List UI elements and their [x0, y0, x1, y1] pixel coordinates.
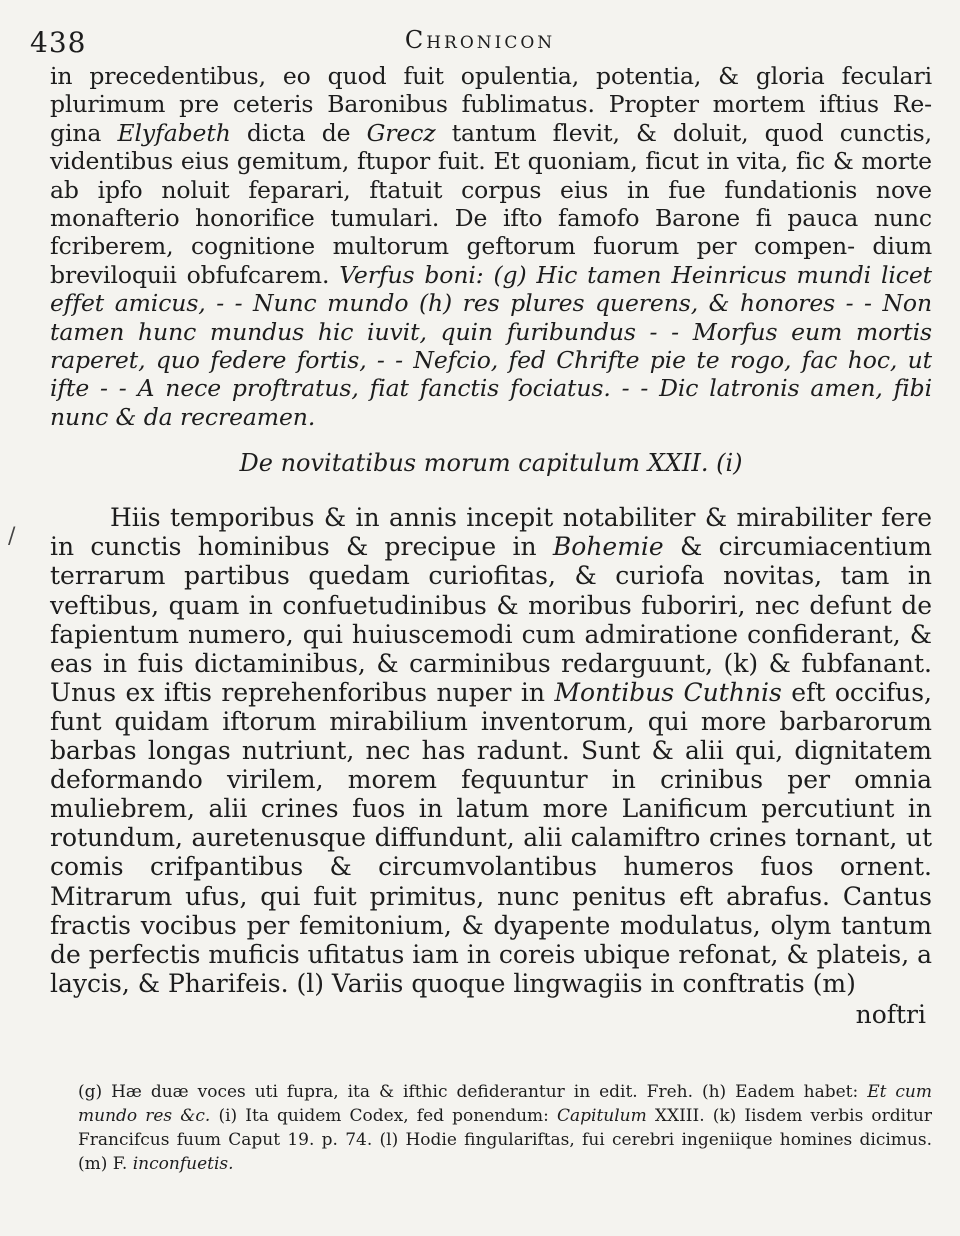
text-run: & circumiacentium terrarum partibus quedam curiofitas, & curiofa novitas, tam in veftibus, quam in confuetudinibus & moribus fuboriri, nec defunt de fapientum numero, qui huiuscemodi cum admiratione confiderant, & eas in fuis dictaminibus, & carminibus redarguunt, (k) & fubfanant. Unus ex iftis reprehenforibus nuper in: [50, 532, 932, 707]
line-part: tantum flevit, & doluit, quod cunctis,: [435, 118, 932, 147]
footnote-text: XXIII. (k) Iisdem verbis orditur Francifcus fuum Caput 19. p. 74. (l) Hodie fingulariftas, fui cerebri ingeniique homines dicimus. (m) F.: [78, 1106, 932, 1174]
footnote-italic: Capitulum: [557, 1106, 647, 1126]
text-run: eft occifus, funt quidam iftorum mirabilium inventorum, qui more barbarorum barbas longas nutriunt, nec has radunt. Sunt & alii qui, dignitatem deformando virilem, morem fequuntur in crinibus per omnia muliebrem, alii crines fuos in latum more Lanificum percutiunt in rotundum, auretenusque diffundunt, alii calamiftro crines tornant, ut comis crifpantibus & circumvolantibus humeros fuos ornent. Mitrarum ufus, qui fuit primitus, nunc penitus eft abrafus. Cantus fractis vocibus per femitonium, & dyapente modulatus, olym tantum de perfectis muficis ufitatus iam in coreis ubique refonat, & plateis, a laycis, & Pharifeis. (l) Variis quoque lingwagiis in conftratis (m): [50, 677, 933, 998]
name-bohemie: Bohemie: [552, 532, 664, 562]
running-head: Chronicon: [404, 26, 556, 54]
line: videntibus eius gemitum, ftupor fuit. Et quoniam, ficut in vita, fic: [50, 147, 826, 176]
paragraph-chapter-22: [50, 503, 932, 998]
footnote-italic: Et cum mundo res &c.: [78, 1082, 932, 1126]
name-grecz: Grecz: [366, 118, 436, 147]
text-run: Hiis temporibus & in annis incepit notabiliter & mirabiliter fere in cunctis hominibus & precipue in: [50, 503, 932, 562]
line: nunc fcriberem, cognitione multorum geftorum fuorum per compen-: [50, 204, 932, 261]
footnote-text: (i) Ita quidem Codex, fed ponendum:: [210, 1106, 557, 1126]
line: plurimum pre ceteris Baronibus fublimatus. Propter mortem iftius Re-: [50, 90, 932, 119]
chapter-heading: De novitatibus morum capitulum XXII. (i): [239, 449, 743, 478]
name-montibus-cuthnis: Montibus Cuthnis: [554, 677, 782, 707]
margin-slash-mark: /: [8, 524, 16, 549]
line: gina: [50, 118, 118, 147]
line: dium breviloquii obfufcarem.: [50, 232, 932, 289]
page-header: [30, 20, 930, 64]
footnotes: [78, 1080, 932, 1176]
line-part: dicta de: [230, 118, 367, 147]
catchword: noftri: [855, 999, 926, 1029]
main-text: [50, 62, 932, 1029]
verse-epitaph: Verfus boni: (g) Hic tamen Heinricus mundi licet effet amicus, - - Nunc mundo (h) res plures querens, & honores - - Non tamen hunc mundus hic iuvit, quin furibundus - - Morfus eum mortis raperet, quo federe fortis, - - Nefcio, fed Chrifte pie te rogo, fac hoc, ut ifte - - A nece proftratus, fiat fanctis fociatus. - - Dic latronis amen, fibi nunc & da recreamen.: [50, 260, 932, 431]
name-elyfabeth: Elyfabeth: [117, 118, 231, 147]
footnote-italic: inconfuetis.: [132, 1154, 234, 1174]
line: nove monafterio honorifice tumulari. De ifto famofo Barone fi pauca: [50, 175, 932, 233]
page-number: 438: [30, 26, 87, 59]
line: in precedentibus, eo quod fuit opulentia, potentia, & gloria feculari: [50, 62, 932, 90]
paragraph-chronicle-end: [50, 62, 932, 431]
line: & morte ab ipfo noluit feparari, ftatuit corpus eius in fue fundationis: [50, 147, 932, 204]
footnote-text: (g) Hæ duæ voces uti fupra, ita & ifthic defiderantur in edit. Freh. (h) Eadem habet:: [78, 1082, 868, 1102]
